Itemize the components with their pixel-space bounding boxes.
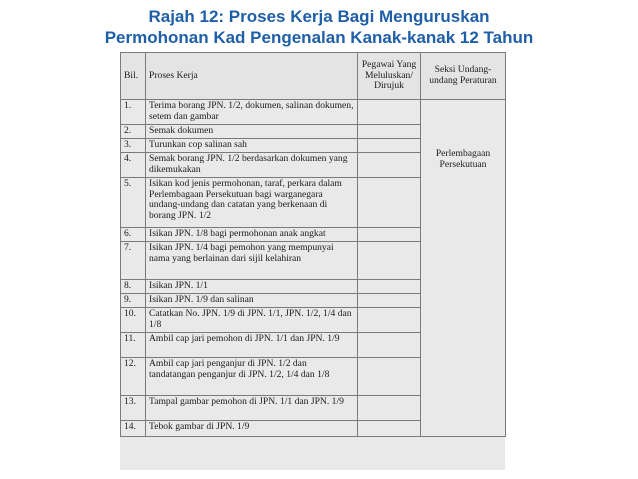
row-proses: Isikan JPN. 1/8 bagi permohonan anak angkat [146,228,358,242]
header-proses-kerja: Proses Kerja [146,53,358,100]
row-number: 9. [121,294,146,308]
row-number: 13. [121,396,146,421]
row-pegawai [358,139,421,153]
table-row [121,100,506,125]
row-pegawai [358,228,421,242]
row-pegawai [358,242,421,280]
row-number: 11. [121,333,146,358]
row-number: 14. [121,421,146,437]
row-number: 3. [121,139,146,153]
slide-title-line-2: Permohonan Kad Pengenalan Kanak-kanak 12 Tahun [104,28,534,47]
row-proses: Isikan JPN. 1/9 dan salinan [146,294,358,308]
row-number: 10. [121,308,146,333]
row-pegawai [358,125,421,139]
row-number: 8. [121,280,146,294]
row-proses: Tebok gambar di JPN. 1/9 [146,421,358,437]
row-proses: Isikan JPN. 1/1 [146,280,358,294]
header-seksi: Seksi Undang-undang Peraturan [421,53,506,100]
row-pegawai [358,280,421,294]
row-proses: Semak borang JPN. 1/2 berdasarkan dokumen yang dikemukakan [146,153,358,178]
row-pegawai [358,153,421,178]
row-proses: Ambil cap jari penganjur di JPN. 1/2 dan tandatangan penganjur di JPN. 1/2, 1/4 dan 1/8 [146,358,358,396]
row-number: 5. [121,178,146,228]
row-proses: Isikan kod jenis permohonan, taraf, perkara dalam Perlembagaan Persekutuan bagi warganegara undang-undang dan catatan yang berkenaan di borang JPN. 1/2 [146,178,358,228]
row-number: 1. [121,100,146,125]
row-number: 6. [121,228,146,242]
scanned-document [120,52,505,470]
row-proses: Terima borang JPN. 1/2, dokumen, salinan dokumen, setem dan gambar [146,100,358,125]
row-number: 12. [121,358,146,396]
row-pegawai [358,358,421,396]
row-proses: Ambil cap jari pemohon di JPN. 1/1 dan JPN. 1/9 [146,333,358,358]
row-pegawai [358,333,421,358]
row-pegawai [358,294,421,308]
row-proses: Isikan JPN. 1/4 bagi pemohon yang mempunyai nama yang berlainan dari sijil kelahiran [146,242,358,280]
row-number: 4. [121,153,146,178]
row-number: 2. [121,125,146,139]
seksi-cell [421,100,506,437]
row-proses: Semak dokumen [146,125,358,139]
header-pegawai: Pegawai Yang Meluluskan/ Dirujuk [358,53,421,100]
slide-title-line-1: Rajah 12: Proses Kerja Bagi Menguruskan [148,7,490,26]
row-proses: Tampal gambar pemohon di JPN. 1/1 dan JPN. 1/9 [146,396,358,421]
row-pegawai [358,100,421,125]
table-body [121,100,506,437]
row-pegawai [358,421,421,437]
header-bil: Bil. [121,53,146,100]
row-pegawai [358,396,421,421]
row-number: 7. [121,242,146,280]
row-proses: Catatkan No. JPN. 1/9 di JPN. 1/1, JPN. 1/2, 1/4 dan 1/8 [146,308,358,333]
row-pegawai [358,308,421,333]
seksi-value: Perlembagaan Persekutuan [435,148,491,170]
process-table [120,52,506,437]
row-proses: Turunkan cop salinan sah [146,139,358,153]
row-pegawai [358,178,421,228]
